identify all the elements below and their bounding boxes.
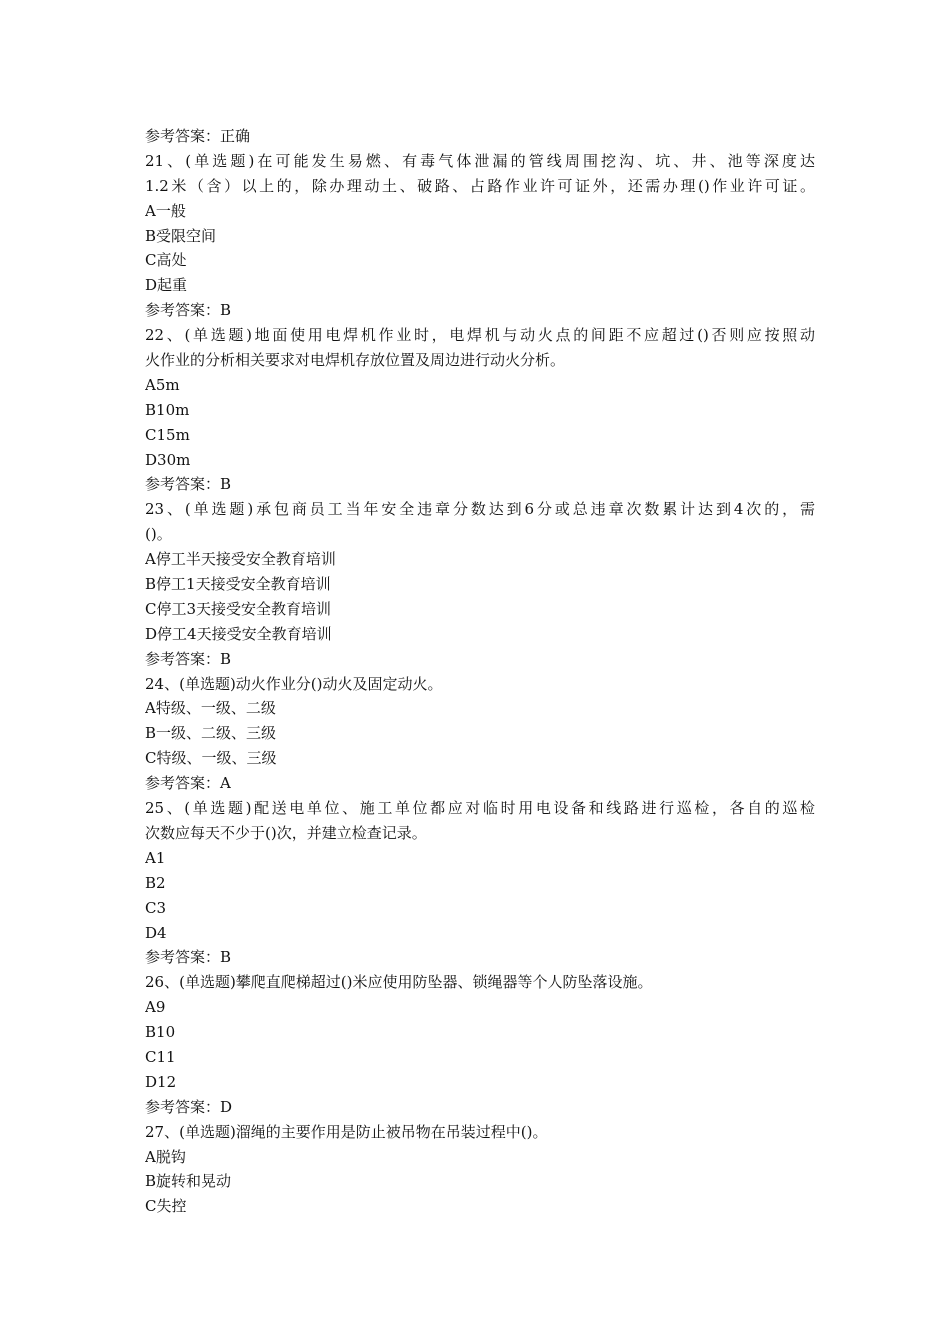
- option-line: D30m: [145, 450, 191, 469]
- answer-line: 参考答案：B: [145, 475, 232, 494]
- option-line: B10: [145, 1023, 176, 1042]
- answer-line: 参考答案：D: [145, 1097, 233, 1116]
- question-line: 21、(单选题)在可能发生易燃、有毒气体泄漏的管线周围挖沟、坑、井、池等深度达: [145, 151, 815, 170]
- option-line: B旋转和晃动: [145, 1172, 232, 1191]
- option-line: C特级、一级、三级: [145, 749, 277, 768]
- option-line: C高处: [145, 251, 187, 270]
- question-line: 23、(单选题)承包商员工当年安全违章分数达到6分或总违章次数累计达到4次的，需: [145, 500, 815, 519]
- option-line: B一级、二级、三级: [145, 724, 277, 743]
- option-line: A1: [145, 848, 166, 867]
- option-line: D起重: [145, 276, 188, 295]
- option-line: D4: [145, 923, 167, 942]
- document-page: [145, 124, 815, 1219]
- option-line: A9: [145, 998, 166, 1017]
- option-line: A特级、一级、二级: [145, 699, 276, 718]
- answer-line: 参考答案：B: [145, 948, 232, 967]
- option-line: A一般: [145, 201, 186, 220]
- option-line: B10m: [145, 400, 190, 419]
- option-line: C停工3天接受安全教育培训: [145, 599, 332, 618]
- option-line: C15m: [145, 425, 190, 444]
- option-line: B2: [145, 873, 166, 892]
- question-line: 次数应每天不少于()次，并建立检查记录。: [145, 823, 427, 842]
- question-line: ()。: [145, 525, 172, 544]
- option-line: D12: [145, 1072, 177, 1091]
- question-line: 1.2米（含）以上的，除办理动土、破路、占路作业许可证外，还需办理()作业许可证。: [145, 176, 815, 195]
- option-line: B受限空间: [145, 226, 217, 245]
- question-line: 25、(单选题)配送电单位、施工单位都应对临时用电设备和线路进行巡检，各自的巡检: [145, 799, 815, 818]
- answer-line: 参考答案：B: [145, 301, 232, 320]
- question-line: 26、(单选题)攀爬直爬梯超过()米应使用防坠器、锁绳器等个人防坠落设施。: [145, 973, 653, 992]
- option-line: D停工4天接受安全教育培训: [145, 624, 332, 643]
- option-line: A脱钩: [145, 1147, 186, 1166]
- question-line: 24、(单选题)动火作业分()动火及固定动火。: [145, 674, 443, 693]
- option-line: C11: [145, 1047, 176, 1066]
- answer-line: 参考答案：B: [145, 649, 232, 668]
- option-line: A5m: [145, 375, 180, 394]
- option-line: B停工1天接受安全教育培训: [145, 575, 331, 594]
- answer-line: 参考答案：A: [145, 774, 231, 793]
- option-line: A停工半天接受安全教育培训: [145, 550, 336, 569]
- option-line: C失控: [145, 1197, 187, 1216]
- option-line: C3: [145, 898, 167, 917]
- answer-line: 参考答案：正确: [145, 127, 251, 145]
- question-line: 27、(单选题)溜绳的主要作用是防止被吊物在吊装过程中()。: [145, 1122, 548, 1141]
- question-line: 22、(单选题)地面使用电焊机作业时，电焊机与动火点的间距不应超过()否则应按照动: [145, 326, 815, 345]
- question-line: 火作业的分析相关要求对电焊机存放位置及周边进行动火分析。: [145, 351, 566, 370]
